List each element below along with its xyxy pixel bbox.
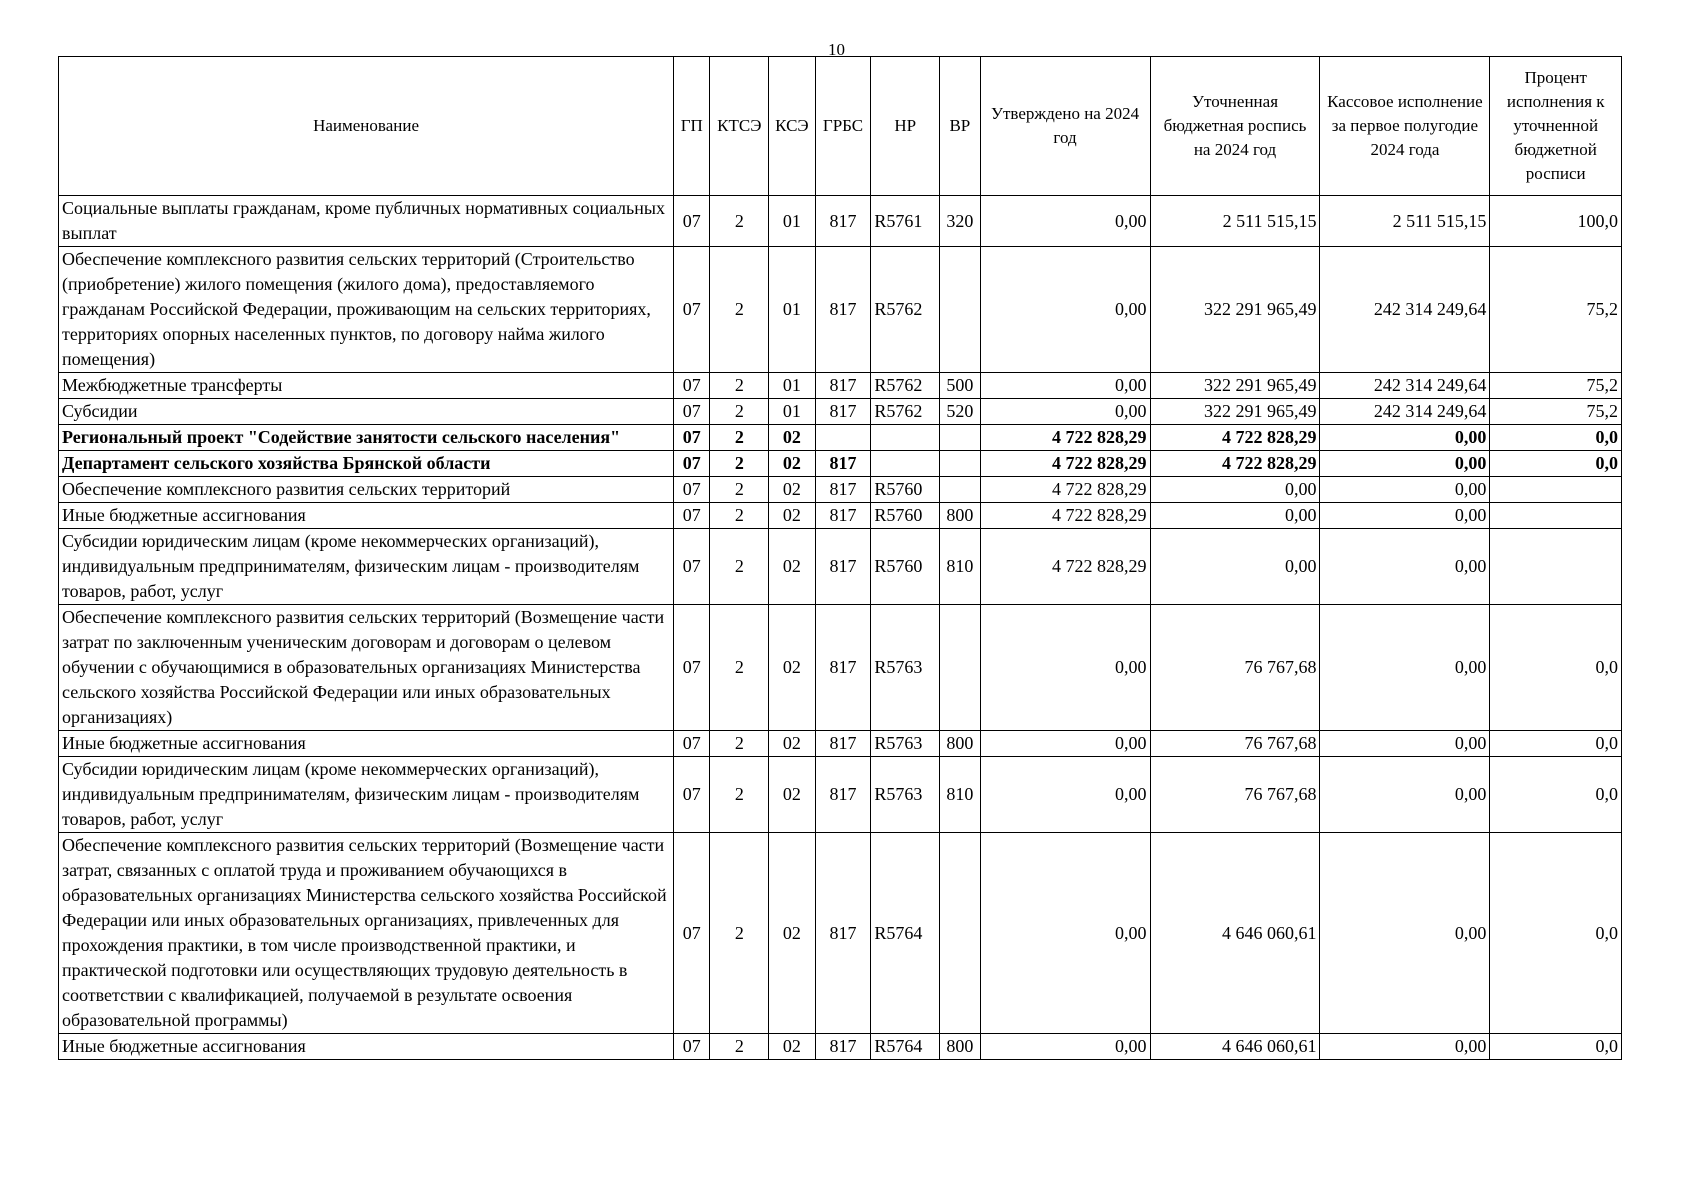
cell-refined: 76 767,68 xyxy=(1150,605,1320,731)
table-row xyxy=(59,373,1622,399)
cell-refined: 0,00 xyxy=(1150,477,1320,503)
cell-cash: 0,00 xyxy=(1320,503,1490,529)
cell-refined: 2 511 515,15 xyxy=(1150,196,1320,247)
cell-ktse: 2 xyxy=(710,833,769,1034)
cell-kse: 01 xyxy=(769,247,816,373)
cell-kse: 02 xyxy=(769,731,816,757)
col-header-ktse: КТСЭ xyxy=(710,57,769,196)
cell-grbs xyxy=(815,425,871,451)
cell-name: Субсидии юридическим лицам (кроме некоммерческих организаций), индивидуальным предпринимателям, физическим лицам - производителям товаров, работ, услуг xyxy=(59,757,674,833)
cell-cash: 0,00 xyxy=(1320,477,1490,503)
cell-gp: 07 xyxy=(674,1034,710,1060)
cell-gp: 07 xyxy=(674,373,710,399)
cell-gp: 07 xyxy=(674,477,710,503)
table-row xyxy=(59,833,1622,1034)
cell-nr: R5761 xyxy=(871,196,940,247)
cell-kse: 02 xyxy=(769,451,816,477)
cell-refined: 4 722 828,29 xyxy=(1150,425,1320,451)
cell-ktse: 2 xyxy=(710,247,769,373)
cell-grbs: 817 xyxy=(815,503,871,529)
cell-nr: R5763 xyxy=(871,605,940,731)
col-header-nr: НР xyxy=(871,57,940,196)
cell-ktse: 2 xyxy=(710,196,769,247)
cell-name: Департамент сельского хозяйства Брянской области xyxy=(59,451,674,477)
table-row xyxy=(59,731,1622,757)
cell-refined: 76 767,68 xyxy=(1150,731,1320,757)
cell-gp: 07 xyxy=(674,731,710,757)
table-row xyxy=(59,529,1622,605)
cell-gp: 07 xyxy=(674,833,710,1034)
cell-refined: 322 291 965,49 xyxy=(1150,247,1320,373)
cell-gp: 07 xyxy=(674,425,710,451)
cell-cash: 0,00 xyxy=(1320,529,1490,605)
cell-refined: 4 646 060,61 xyxy=(1150,1034,1320,1060)
cell-percent: 75,2 xyxy=(1490,247,1622,373)
table-row xyxy=(59,247,1622,373)
cell-percent xyxy=(1490,529,1622,605)
cell-cash: 0,00 xyxy=(1320,757,1490,833)
cell-refined: 0,00 xyxy=(1150,529,1320,605)
cell-approved: 0,00 xyxy=(980,399,1150,425)
cell-gp: 07 xyxy=(674,605,710,731)
col-header-refined: Уточненная бюджетная роспись на 2024 год xyxy=(1150,57,1320,196)
col-header-percent: Процент исполнения к уточненной бюджетной росписи xyxy=(1490,57,1622,196)
cell-nr: R5764 xyxy=(871,833,940,1034)
cell-vr xyxy=(940,247,980,373)
cell-nr: R5762 xyxy=(871,373,940,399)
cell-kse: 02 xyxy=(769,833,816,1034)
cell-cash: 0,00 xyxy=(1320,451,1490,477)
cell-kse: 01 xyxy=(769,196,816,247)
cell-ktse: 2 xyxy=(710,373,769,399)
cell-nr: R5762 xyxy=(871,399,940,425)
cell-nr: R5763 xyxy=(871,757,940,833)
cell-grbs: 817 xyxy=(815,373,871,399)
cell-percent xyxy=(1490,503,1622,529)
cell-percent: 0,0 xyxy=(1490,731,1622,757)
cell-name: Социальные выплаты гражданам, кроме публичных нормативных социальных выплат xyxy=(59,196,674,247)
cell-ktse: 2 xyxy=(710,477,769,503)
cell-cash: 0,00 xyxy=(1320,833,1490,1034)
cell-vr: 800 xyxy=(940,731,980,757)
cell-kse: 02 xyxy=(769,477,816,503)
cell-name: Субсидии xyxy=(59,399,674,425)
cell-approved: 0,00 xyxy=(980,731,1150,757)
cell-ktse: 2 xyxy=(710,425,769,451)
cell-cash: 0,00 xyxy=(1320,1034,1490,1060)
cell-name: Межбюджетные трансферты xyxy=(59,373,674,399)
cell-refined: 322 291 965,49 xyxy=(1150,373,1320,399)
cell-approved: 4 722 828,29 xyxy=(980,477,1150,503)
cell-ktse: 2 xyxy=(710,605,769,731)
col-header-grbs: ГРБС xyxy=(815,57,871,196)
cell-cash: 0,00 xyxy=(1320,425,1490,451)
cell-grbs: 817 xyxy=(815,247,871,373)
cell-approved: 0,00 xyxy=(980,373,1150,399)
cell-ktse: 2 xyxy=(710,1034,769,1060)
cell-ktse: 2 xyxy=(710,529,769,605)
cell-percent: 75,2 xyxy=(1490,399,1622,425)
cell-cash: 2 511 515,15 xyxy=(1320,196,1490,247)
col-header-approved: Утверждено на 2024 год xyxy=(980,57,1150,196)
cell-grbs: 817 xyxy=(815,451,871,477)
cell-kse: 01 xyxy=(769,399,816,425)
cell-vr: 810 xyxy=(940,529,980,605)
cell-kse: 02 xyxy=(769,503,816,529)
cell-approved: 4 722 828,29 xyxy=(980,503,1150,529)
cell-grbs: 817 xyxy=(815,529,871,605)
cell-vr: 520 xyxy=(940,399,980,425)
cell-grbs: 817 xyxy=(815,757,871,833)
col-header-kse: КСЭ xyxy=(769,57,816,196)
cell-grbs: 817 xyxy=(815,477,871,503)
cell-percent xyxy=(1490,477,1622,503)
cell-gp: 07 xyxy=(674,196,710,247)
cell-approved: 0,00 xyxy=(980,833,1150,1034)
cell-approved: 0,00 xyxy=(980,757,1150,833)
cell-kse: 02 xyxy=(769,757,816,833)
cell-refined: 4 646 060,61 xyxy=(1150,833,1320,1034)
cell-approved: 0,00 xyxy=(980,196,1150,247)
budget-table xyxy=(58,56,1622,1060)
cell-kse: 02 xyxy=(769,529,816,605)
cell-ktse: 2 xyxy=(710,399,769,425)
cell-vr: 320 xyxy=(940,196,980,247)
cell-ktse: 2 xyxy=(710,757,769,833)
cell-name: Иные бюджетные ассигнования xyxy=(59,1034,674,1060)
cell-gp: 07 xyxy=(674,399,710,425)
cell-grbs: 817 xyxy=(815,1034,871,1060)
cell-grbs: 817 xyxy=(815,833,871,1034)
cell-nr: R5760 xyxy=(871,477,940,503)
cell-nr: R5764 xyxy=(871,1034,940,1060)
cell-vr: 810 xyxy=(940,757,980,833)
cell-cash: 0,00 xyxy=(1320,731,1490,757)
cell-percent: 0,0 xyxy=(1490,757,1622,833)
cell-grbs: 817 xyxy=(815,196,871,247)
cell-refined: 0,00 xyxy=(1150,503,1320,529)
col-header-vr: ВР xyxy=(940,57,980,196)
cell-name: Иные бюджетные ассигнования xyxy=(59,731,674,757)
table-row xyxy=(59,451,1622,477)
cell-kse: 02 xyxy=(769,1034,816,1060)
cell-approved: 0,00 xyxy=(980,247,1150,373)
cell-nr: R5762 xyxy=(871,247,940,373)
cell-nr xyxy=(871,425,940,451)
cell-kse: 01 xyxy=(769,373,816,399)
cell-vr: 800 xyxy=(940,503,980,529)
cell-vr xyxy=(940,477,980,503)
cell-nr xyxy=(871,451,940,477)
table-body xyxy=(59,196,1622,1060)
header-row xyxy=(59,57,1622,196)
cell-vr: 500 xyxy=(940,373,980,399)
cell-gp: 07 xyxy=(674,757,710,833)
cell-gp: 07 xyxy=(674,503,710,529)
cell-vr xyxy=(940,425,980,451)
cell-vr xyxy=(940,833,980,1034)
cell-refined: 76 767,68 xyxy=(1150,757,1320,833)
cell-kse: 02 xyxy=(769,605,816,731)
cell-name: Субсидии юридическим лицам (кроме некоммерческих организаций), индивидуальным предпринимателям, физическим лицам - производителям товаров, работ, услуг xyxy=(59,529,674,605)
cell-name: Региональный проект "Содействие занятости сельского населения" xyxy=(59,425,674,451)
table-row xyxy=(59,503,1622,529)
cell-ktse: 2 xyxy=(710,731,769,757)
col-header-gp: ГП xyxy=(674,57,710,196)
cell-refined: 4 722 828,29 xyxy=(1150,451,1320,477)
cell-gp: 07 xyxy=(674,451,710,477)
cell-percent: 0,0 xyxy=(1490,425,1622,451)
cell-nr: R5760 xyxy=(871,503,940,529)
cell-gp: 07 xyxy=(674,247,710,373)
cell-nr: R5760 xyxy=(871,529,940,605)
cell-percent: 75,2 xyxy=(1490,373,1622,399)
cell-vr: 800 xyxy=(940,1034,980,1060)
cell-percent: 100,0 xyxy=(1490,196,1622,247)
cell-cash: 242 314 249,64 xyxy=(1320,247,1490,373)
cell-approved: 4 722 828,29 xyxy=(980,529,1150,605)
cell-name: Обеспечение комплексного развития сельских территорий (Строительство (приобретение) жилого помещения (жилого дома), предоставляемого гражданам Российской Федерации, проживающим на сельских территориях, территориях опорных населенных пунктов, по договору найма жилого помещения) xyxy=(59,247,674,373)
table-row xyxy=(59,757,1622,833)
cell-ktse: 2 xyxy=(710,451,769,477)
cell-percent: 0,0 xyxy=(1490,451,1622,477)
table-row xyxy=(59,605,1622,731)
table-row xyxy=(59,425,1622,451)
cell-gp: 07 xyxy=(674,529,710,605)
cell-cash: 242 314 249,64 xyxy=(1320,399,1490,425)
col-header-cash: Кассовое исполнение за первое полугодие 2024 года xyxy=(1320,57,1490,196)
cell-approved: 4 722 828,29 xyxy=(980,451,1150,477)
cell-approved: 0,00 xyxy=(980,1034,1150,1060)
cell-percent: 0,0 xyxy=(1490,605,1622,731)
cell-name: Обеспечение комплексного развития сельских территорий (Возмещение части затрат по заключенным ученическим договорам и договорам о целевом обучении с обучающимися в образовательных организациях Министерства сельского хозяйства Российской Федерации или иных образовательных организациях) xyxy=(59,605,674,731)
cell-percent: 0,0 xyxy=(1490,833,1622,1034)
cell-approved: 4 722 828,29 xyxy=(980,425,1150,451)
cell-name: Обеспечение комплексного развития сельских территорий xyxy=(59,477,674,503)
cell-grbs: 817 xyxy=(815,399,871,425)
table-row xyxy=(59,399,1622,425)
table-row xyxy=(59,196,1622,247)
cell-approved: 0,00 xyxy=(980,605,1150,731)
cell-cash: 0,00 xyxy=(1320,605,1490,731)
cell-cash: 242 314 249,64 xyxy=(1320,373,1490,399)
cell-kse: 02 xyxy=(769,425,816,451)
cell-grbs: 817 xyxy=(815,731,871,757)
table-row xyxy=(59,1034,1622,1060)
cell-refined: 322 291 965,49 xyxy=(1150,399,1320,425)
cell-name: Обеспечение комплексного развития сельских территорий (Возмещение части затрат, связанных с оплатой труда и проживанием обучающихся в образовательных организациях Министерства сельского хозяйства Российской Федерации или иных образовательных организациях, привлеченных для прохождения практики, в том числе производственной практики, и практической подготовки или осуществляющих трудовую деятельность в соответствии с квалификацией, получаемой в результате освоения образовательной программы) xyxy=(59,833,674,1034)
col-header-name: Наименование xyxy=(59,57,674,196)
cell-nr: R5763 xyxy=(871,731,940,757)
cell-vr xyxy=(940,605,980,731)
cell-percent: 0,0 xyxy=(1490,1034,1622,1060)
page-number: 10 xyxy=(828,40,845,59)
cell-vr xyxy=(940,451,980,477)
cell-ktse: 2 xyxy=(710,503,769,529)
cell-grbs: 817 xyxy=(815,605,871,731)
cell-name: Иные бюджетные ассигнования xyxy=(59,503,674,529)
table-row xyxy=(59,477,1622,503)
